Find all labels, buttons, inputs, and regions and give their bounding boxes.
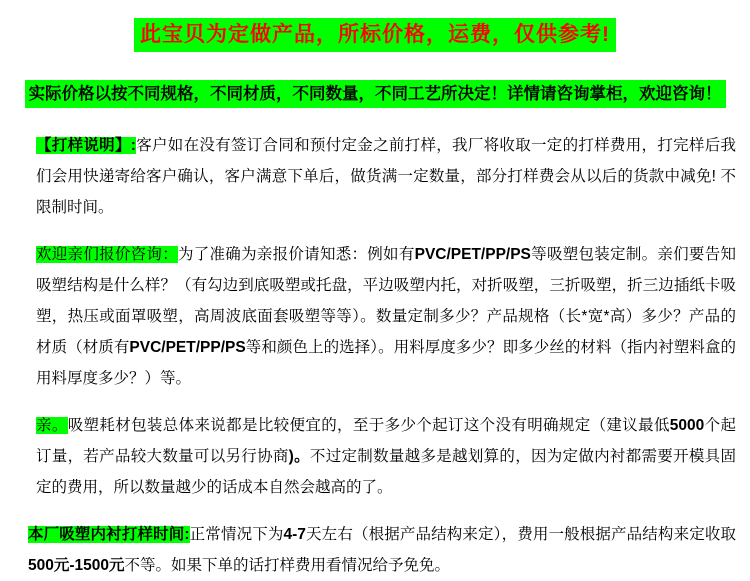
document-page [0, 18, 750, 574]
top-notice-banner: 此宝贝为定做产品，所标价格，运费，仅供参考! [134, 18, 616, 52]
section-quote-body-2: 等吸塑包装定制。亲们要告知吸塑结构是什么样？（有勾边到底吸塑或托盘，平边吸塑内托，对折吸塑，三折吸塑，折三边插纸卡吸塑，热压或面罩吸塑，高周波底面套吸塑等等）。数量定制多少？产品规格（长*宽*高）多少？产品的材质（材质有 [36, 246, 736, 356]
section-sample-time-heading: 本厂吸塑内衬打样时间: [28, 526, 190, 543]
section-sample-time-body-2: 天左右（根据产品结构来定），费用一般根据产品结构来定收取 [305, 526, 736, 543]
second-notice-row [14, 80, 736, 108]
section-sample-time-days: 4-7 [283, 526, 306, 543]
section-sample-time-body-1: 正常情况下为 [189, 526, 284, 543]
section-sample-body: 客户如在没有签订合同和预付定金之前打样，我厂将收取一定的打样费用，打完样后我们会用快递寄给客户确认，客户满意下单后，做货满一定数量，部分打样费会从以后的货款中减免! 不限制时间。 [36, 137, 736, 216]
section-sample-time [14, 519, 736, 581]
section-sample-time-body-3: 不等。如果下单的话打样费用看情况给予免免。 [124, 557, 451, 574]
top-notice-row [14, 18, 736, 52]
section-moq-body-4: 不过定制数量越多是越划算的，因为定做内衬都需要开模具固定的费用，所以数量越少的话成本自然会越高的了。 [36, 448, 736, 496]
section-quote-inquiry [14, 239, 736, 394]
section-quote-material-1: PVC/PET/PP/PS [414, 246, 531, 263]
section-moq-body-3: )。 [288, 448, 310, 465]
second-notice-banner: 实际价格以按不同规格，不同材质，不同数量，不同工艺所决定！详情请咨询掌柜，欢迎咨询！ [25, 80, 726, 108]
section-quote-material-2: PVC/PET/PP/PS [129, 339, 246, 356]
section-sample-instructions [14, 130, 736, 223]
section-quote-body-3: 等和颜色上的选择）。用料厚度多少？即多少丝的材料（指内衬塑料盒的用料厚度多少？）等。 [36, 339, 736, 387]
section-moq [14, 410, 736, 503]
section-moq-heading: 亲。 [36, 417, 68, 434]
section-moq-body-1: 吸塑耗材包装总体来说都是比较便宜的，至于多少个起订这个没有明确规定（建议最低 [67, 417, 670, 434]
section-sample-time-price: 500元-1500元 [28, 557, 125, 574]
section-quote-body-1: 为了准确为亲报价请知悉：例如有 [177, 246, 415, 263]
section-moq-body-2: 个起订量，若产品较大数量可以另行协商 [36, 417, 736, 465]
section-quote-heading: 欢迎亲们报价咨询： [36, 246, 178, 263]
section-sample-heading: 【打样说明】: [36, 137, 136, 154]
section-moq-quantity: 5000 [669, 417, 705, 434]
